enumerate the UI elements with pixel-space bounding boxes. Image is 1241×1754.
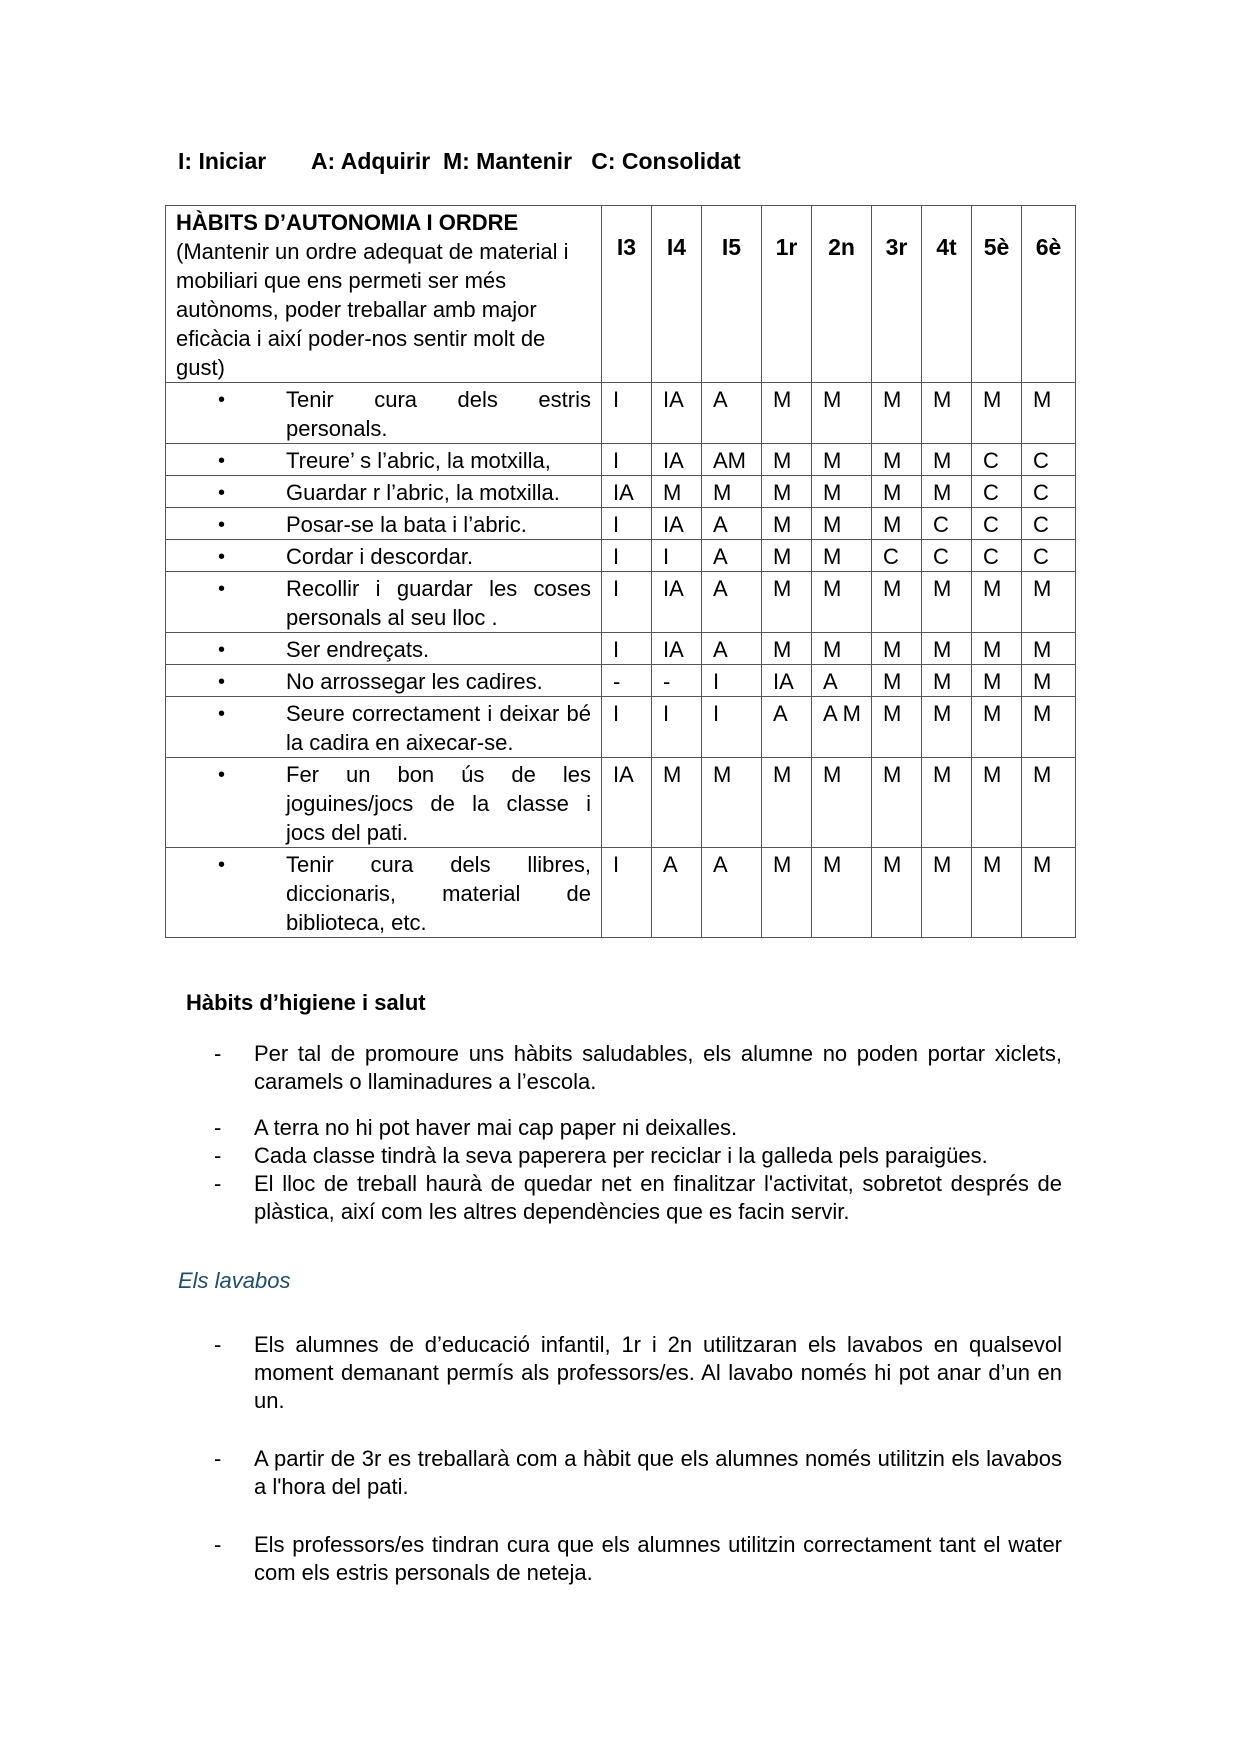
grade-value-cell: A xyxy=(702,383,762,444)
table-row xyxy=(166,758,1076,848)
grade-value-cell: A xyxy=(812,665,872,697)
column-header-1r: 1r xyxy=(762,206,812,383)
column-header-i5: I5 xyxy=(702,206,762,383)
grade-value-cell: M xyxy=(812,758,872,848)
table-row xyxy=(166,848,1076,938)
grade-value-cell: I xyxy=(652,697,702,758)
table-row xyxy=(166,572,1076,633)
table-row xyxy=(166,697,1076,758)
bullet-icon: • xyxy=(218,514,226,536)
grade-value-cell: IA xyxy=(762,665,812,697)
grade-value-cell: A xyxy=(762,697,812,758)
grade-value-cell: M xyxy=(872,848,922,938)
habit-label: Tenir cura dels llibres, diccionaris, material de biblioteca, etc. xyxy=(286,852,591,935)
table-description: (Mantenir un ordre adequat de material i mobiliari que ens permeti ser més autònoms, poder treballar amb major eficàcia i així poder-nos sentir molt de gust) xyxy=(176,239,569,380)
grade-value-cell: M xyxy=(812,848,872,938)
grade-value-cell: I xyxy=(602,508,652,540)
list-item-text: El lloc de treball haurà de quedar net en finalitzar l'activitat, sobretot després de plàstica, així com les altres dependències que es facin servir. xyxy=(254,1171,1062,1224)
habit-label: Guardar r l’abric, la motxilla. xyxy=(286,480,560,505)
dash-marker: - xyxy=(214,1532,222,1557)
grade-value-cell: M xyxy=(922,444,972,476)
habit-cell xyxy=(166,697,602,758)
bullet-icon: • xyxy=(218,450,226,472)
table-row xyxy=(166,383,1076,444)
grade-value-cell: M xyxy=(652,758,702,848)
list-item xyxy=(214,1331,1062,1415)
column-header-4t: 4t xyxy=(922,206,972,383)
grade-value-cell: C xyxy=(922,540,972,572)
grade-value-cell: I xyxy=(702,697,762,758)
grade-value-cell: IA xyxy=(652,383,702,444)
grade-value-cell: IA xyxy=(652,572,702,633)
table-row xyxy=(166,633,1076,665)
grade-value-cell: I xyxy=(702,665,762,697)
list-item-text: A partir de 3r es treballarà com a hàbit que els alumnes només utilitzin els lavabos a l'hora del pati. xyxy=(254,1446,1062,1499)
grade-value-cell: M xyxy=(1022,758,1076,848)
table-row xyxy=(166,508,1076,540)
list-item xyxy=(214,1142,1062,1170)
list-item-text: A terra no hi pot haver mai cap paper ni deixalles. xyxy=(254,1115,738,1140)
habit-label: Cordar i descordar. xyxy=(286,544,474,569)
grade-value-cell: M xyxy=(872,476,922,508)
habit-cell xyxy=(166,848,602,938)
grade-value-cell: M xyxy=(922,758,972,848)
grade-value-cell: M xyxy=(812,383,872,444)
list-item xyxy=(214,1531,1062,1587)
habit-cell xyxy=(166,476,602,508)
grade-value-cell: M xyxy=(652,476,702,508)
grade-value-cell: M xyxy=(922,633,972,665)
grade-value-cell: M xyxy=(922,665,972,697)
grade-value-cell: IA xyxy=(652,508,702,540)
table-header-row xyxy=(166,206,1076,383)
subsection-title-lavabos: Els lavabos xyxy=(178,1268,291,1293)
grade-value-cell: A xyxy=(702,633,762,665)
grade-value-cell: - xyxy=(602,665,652,697)
dash-marker: - xyxy=(214,1171,222,1196)
legend-adquirir: A: Adquirir xyxy=(310,148,431,174)
grade-value-cell: M xyxy=(1022,665,1076,697)
grade-value-cell: I xyxy=(602,383,652,444)
grade-value-cell: IA xyxy=(652,633,702,665)
habit-cell xyxy=(166,540,602,572)
grade-value-cell: M xyxy=(872,508,922,540)
habit-label: Tenir cura dels estris personals. xyxy=(286,387,591,441)
grade-value-cell: A xyxy=(652,848,702,938)
grade-value-cell: M xyxy=(812,540,872,572)
list-item-text: Per tal de promoure uns hàbits saludables, els alumne no poden portar xiclets, caramels o llaminadures a l’escola. xyxy=(254,1041,1062,1094)
column-header-i4: I4 xyxy=(652,206,702,383)
grade-value-cell: M xyxy=(702,476,762,508)
grade-value-cell: M xyxy=(972,665,1022,697)
dash-marker: - xyxy=(214,1143,222,1168)
grade-value-cell: M xyxy=(762,540,812,572)
grade-value-cell: A xyxy=(702,540,762,572)
bullet-icon: • xyxy=(218,578,226,600)
table-row xyxy=(166,476,1076,508)
legend-consolidat: C: Consolidat xyxy=(591,148,741,174)
grade-value-cell: M xyxy=(922,572,972,633)
grade-value-cell: M xyxy=(812,572,872,633)
habit-cell xyxy=(166,758,602,848)
grade-value-cell: C xyxy=(1022,508,1076,540)
bullet-icon: • xyxy=(218,482,226,504)
grade-value-cell: IA xyxy=(602,476,652,508)
legend-mantenir: M: Mantenir xyxy=(442,148,573,174)
grade-value-cell: A xyxy=(702,848,762,938)
column-header-2n: 2n xyxy=(812,206,872,383)
grade-value-cell: C xyxy=(972,476,1022,508)
grade-value-cell: M xyxy=(972,758,1022,848)
grade-value-cell: I xyxy=(602,444,652,476)
grade-value-cell: M xyxy=(812,633,872,665)
grade-value-cell: M xyxy=(972,697,1022,758)
grade-value-cell: I xyxy=(602,848,652,938)
habit-label: Recollir i guardar les coses personals al seu lloc . xyxy=(286,576,591,630)
grade-value-cell: A xyxy=(702,572,762,633)
grade-value-cell: M xyxy=(762,572,812,633)
grade-value-cell: C xyxy=(1022,540,1076,572)
grade-value-cell: M xyxy=(762,383,812,444)
grade-value-cell: M xyxy=(762,633,812,665)
bullet-icon: • xyxy=(218,546,226,568)
habit-cell xyxy=(166,572,602,633)
grade-value-cell: M xyxy=(762,444,812,476)
column-header-3r: 3r xyxy=(872,206,922,383)
habit-cell xyxy=(166,633,602,665)
habit-label: No arrossegar les cadires. xyxy=(286,669,543,694)
grade-value-cell: M xyxy=(1022,572,1076,633)
table-row xyxy=(166,540,1076,572)
list-item xyxy=(214,1170,1062,1226)
table-description-cell xyxy=(166,206,602,383)
grade-value-cell: M xyxy=(872,633,922,665)
hygiene-list-a xyxy=(214,1040,1062,1096)
grade-value-cell: M xyxy=(972,572,1022,633)
grade-value-cell: M xyxy=(972,848,1022,938)
grade-value-cell: C xyxy=(922,508,972,540)
list-item xyxy=(214,1114,1062,1142)
list-item xyxy=(214,1445,1062,1501)
habits-table xyxy=(165,205,1076,938)
dash-marker: - xyxy=(214,1115,222,1140)
bullet-icon: • xyxy=(218,639,226,661)
grade-value-cell: M xyxy=(762,848,812,938)
grade-value-cell: M xyxy=(762,758,812,848)
habit-label: Posar-se la bata i l’abric. xyxy=(286,512,527,537)
table-row xyxy=(166,444,1076,476)
grade-value-cell: M xyxy=(922,848,972,938)
bullet-icon: • xyxy=(218,671,226,693)
legend xyxy=(178,148,741,175)
grade-value-cell: I xyxy=(652,540,702,572)
grade-value-cell: M xyxy=(872,697,922,758)
grade-value-cell: C xyxy=(972,540,1022,572)
column-header-6e: 6è xyxy=(1022,206,1076,383)
grade-value-cell: M xyxy=(1022,848,1076,938)
grade-value-cell: C xyxy=(1022,476,1076,508)
grade-value-cell: C xyxy=(972,508,1022,540)
grade-value-cell: M xyxy=(872,758,922,848)
table-title: HÀBITS D’AUTONOMIA I ORDRE xyxy=(176,210,519,235)
grade-value-cell: M xyxy=(922,383,972,444)
grade-value-cell: AM xyxy=(702,444,762,476)
grade-value-cell: M xyxy=(702,758,762,848)
bullet-icon: • xyxy=(218,854,226,876)
grade-value-cell: M xyxy=(922,697,972,758)
grade-value-cell: I xyxy=(602,633,652,665)
grade-value-cell: M xyxy=(872,444,922,476)
grade-value-cell: M xyxy=(872,572,922,633)
list-item-text: Cada classe tindrà la seva paperera per reciclar i la galleda pels paraigües. xyxy=(254,1143,988,1168)
bullet-icon: • xyxy=(218,389,226,411)
grade-value-cell: IA xyxy=(602,758,652,848)
grade-value-cell: M xyxy=(762,476,812,508)
list-item xyxy=(214,1040,1062,1096)
grade-value-cell: I xyxy=(602,572,652,633)
column-header-i3: I3 xyxy=(602,206,652,383)
grade-value-cell: M xyxy=(762,508,812,540)
grade-value-cell: A M xyxy=(812,697,872,758)
column-header-5e: 5è xyxy=(972,206,1022,383)
habit-label: Seure correctament i deixar bé la cadira en aixecar-se. xyxy=(286,701,591,755)
grade-value-cell: M xyxy=(872,665,922,697)
grade-value-cell: M xyxy=(812,508,872,540)
dash-marker: - xyxy=(214,1446,222,1471)
grade-value-cell: M xyxy=(922,476,972,508)
grade-value-cell: I xyxy=(602,540,652,572)
legend-iniciar: I: Iniciar xyxy=(178,148,267,174)
dash-marker: - xyxy=(214,1332,222,1357)
section-title-higiene: Hàbits d’higiene i salut xyxy=(186,990,426,1015)
habit-label: Ser endreçats. xyxy=(286,637,430,662)
grade-value-cell: C xyxy=(1022,444,1076,476)
habit-label: Treure’ s l’abric, la motxilla, xyxy=(286,448,551,473)
grade-value-cell: M xyxy=(972,633,1022,665)
habit-cell xyxy=(166,383,602,444)
list-item-text: Els professors/es tindran cura que els alumnes utilitzin correctament tant el water com els estris personals de neteja. xyxy=(254,1532,1062,1585)
habit-cell xyxy=(166,508,602,540)
grade-value-cell: C xyxy=(972,444,1022,476)
hygiene-list-b xyxy=(214,1114,1062,1226)
bullet-icon: • xyxy=(218,764,226,786)
grade-value-cell: A xyxy=(702,508,762,540)
grade-value-cell: M xyxy=(1022,697,1076,758)
lavabos-list xyxy=(214,1331,1062,1587)
grade-value-cell: M xyxy=(972,383,1022,444)
habit-label: Fer un bon ús de les joguines/jocs de la classe i jocs del pati. xyxy=(286,762,591,845)
list-item-text: Els alumnes de d’educació infantil, 1r i 2n utilitzaran els lavabos en qualsevol moment demanant permís als professors/es. Al lavabo només hi pot anar d’un en un. xyxy=(254,1332,1062,1413)
grade-value-cell: IA xyxy=(652,444,702,476)
grade-value-cell: M xyxy=(812,444,872,476)
grade-value-cell: M xyxy=(872,383,922,444)
dash-marker: - xyxy=(214,1041,222,1066)
habit-cell xyxy=(166,665,602,697)
grade-value-cell: M xyxy=(812,476,872,508)
grade-value-cell: M xyxy=(1022,383,1076,444)
grade-value-cell: I xyxy=(602,697,652,758)
grade-value-cell: - xyxy=(652,665,702,697)
grade-value-cell: M xyxy=(1022,633,1076,665)
grade-value-cell: C xyxy=(872,540,922,572)
bullet-icon: • xyxy=(218,703,226,725)
habit-cell xyxy=(166,444,602,476)
table-row xyxy=(166,665,1076,697)
